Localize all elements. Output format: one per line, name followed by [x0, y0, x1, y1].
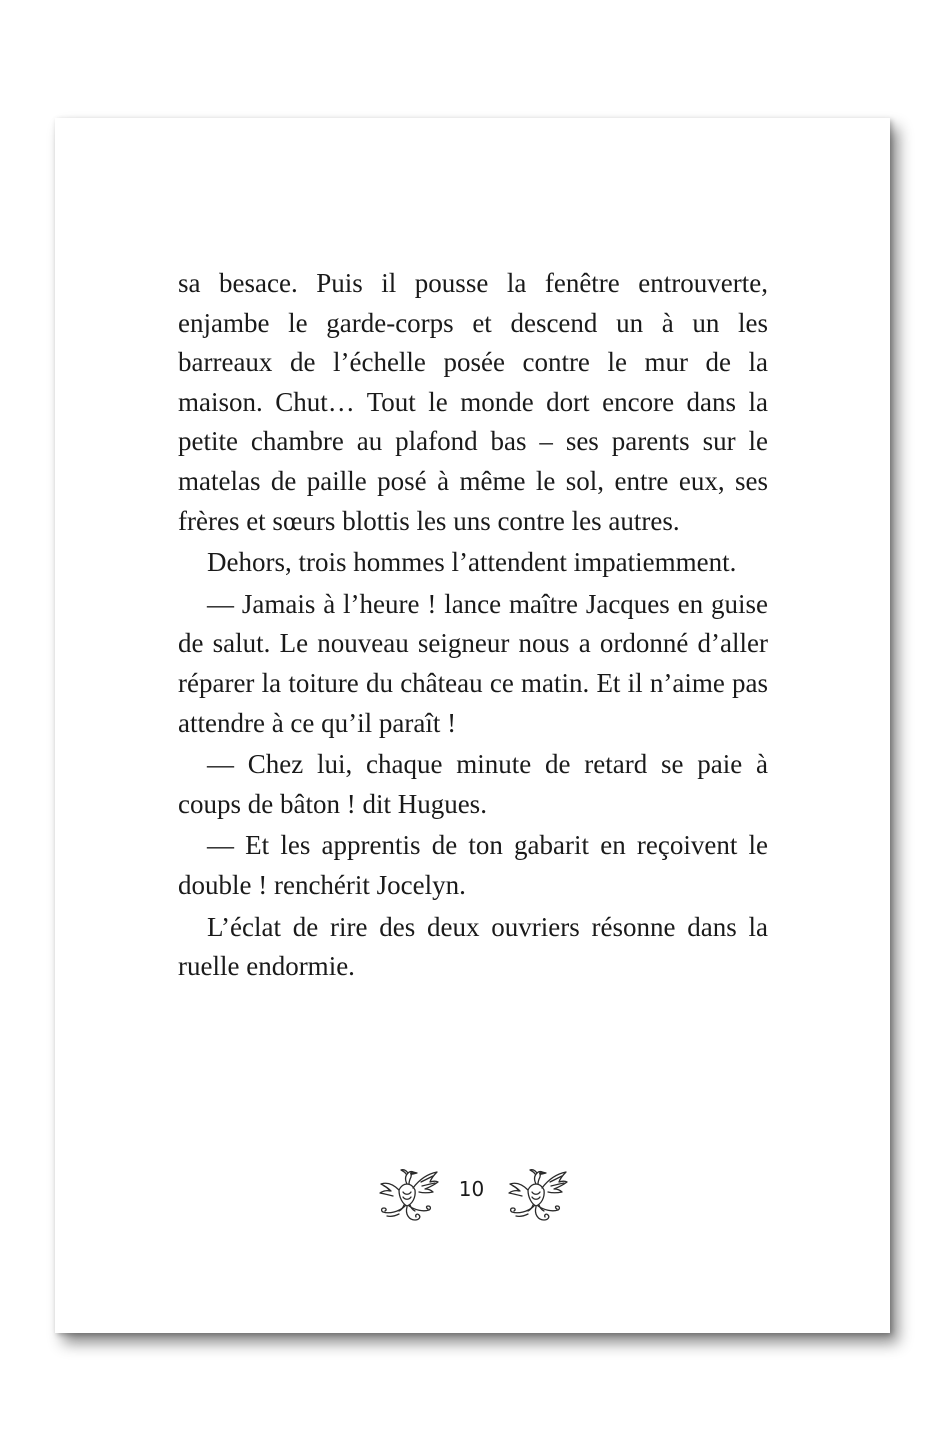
phoenix-icon [504, 1162, 570, 1224]
dialogue-paragraph: — Chez lui, chaque minute de retard se paie à coups de bâton ! dit Hugues. [178, 749, 768, 819]
body-text [178, 264, 768, 989]
paragraph: Dehors, trois hommes l’attendent impatiemment. [207, 547, 737, 578]
paragraph: sa besace. Puis il pousse la fenêtre entrouverte, enjambe le garde-corps et descend un à un les barreaux de l’échelle posée contre le mur de la maison. Chut… Tout le monde dort encore dans la petite chambre au plafond bas – ses parents sur le matelas de paille posé à même le sol, entre eux, ses frères et sœurs blottis les uns contre les autres. [178, 268, 768, 536]
paragraph: L’éclat de rire des deux ouvriers résonne dans la ruelle endormie. [178, 911, 768, 982]
dialogue-paragraph: — Et les apprentis de ton gabarit en reçoivent le double ! renchérit Jocelyn. [178, 830, 768, 900]
book-page [55, 118, 890, 1333]
page-footer [55, 1158, 890, 1228]
phoenix-icon [375, 1162, 441, 1224]
page-number: 10 [458, 1177, 485, 1201]
dialogue-paragraph: — Jamais à l’heure ! lance maître Jacques en guise de salut. Le nouveau seigneur nous a ordonné d’aller réparer la toiture du château ce matin. Et il n’aime pas attendre à ce qu’il paraît ! [178, 588, 768, 738]
